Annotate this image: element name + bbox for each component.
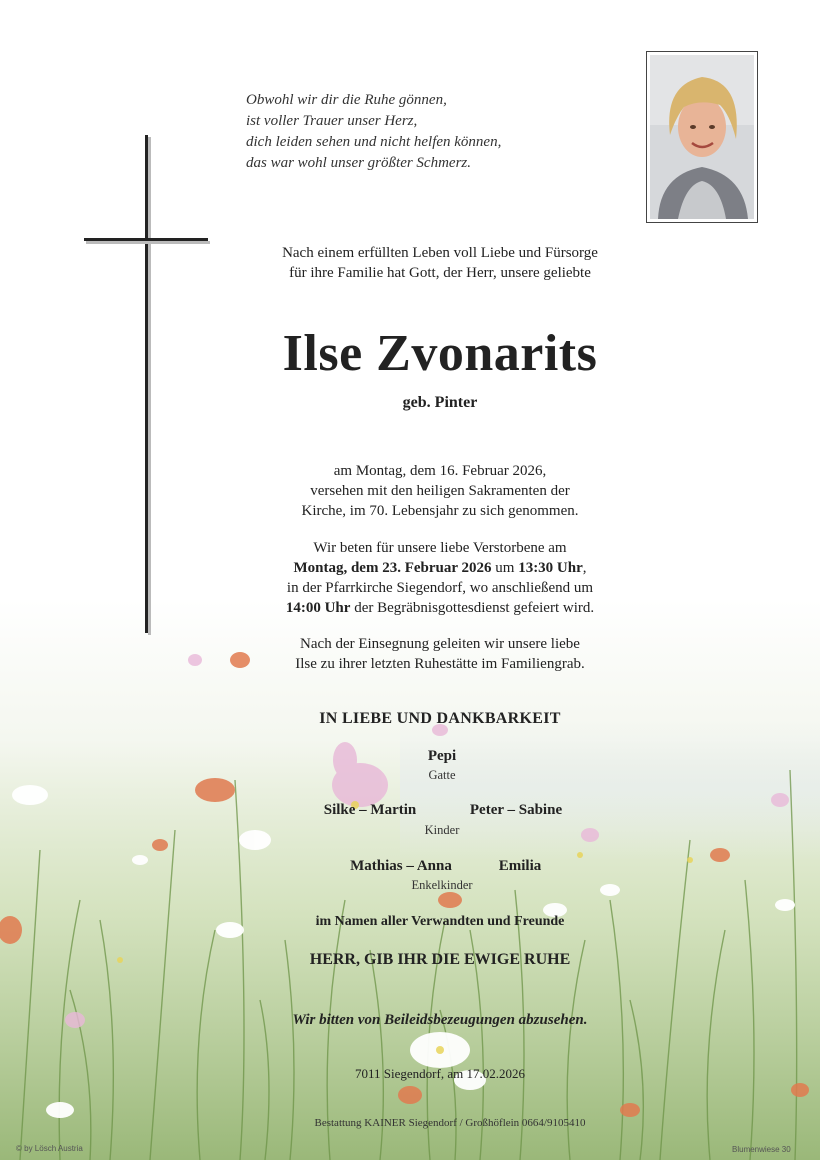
- mourners-heading: IN LIEBE UND DANKBARKEIT: [319, 710, 561, 727]
- portrait-image: [650, 55, 754, 219]
- closing-prayer: HERR, GIB IHR DIE EWIGE RUHE: [309, 951, 571, 968]
- burial-line: Ilse zu ihrer letzten Ruhestätte im Familiengrab.: [295, 656, 585, 672]
- burial-info: [230, 634, 650, 674]
- template-name: Blumenwiese 30: [732, 1145, 791, 1154]
- funeral-line: [230, 558, 650, 578]
- copyright-note: © by Lösch Austria: [16, 1144, 83, 1153]
- portrait-photo: [646, 51, 758, 223]
- death-notice-line: am Montag, dem 16. Februar 2026,: [333, 463, 547, 479]
- poem-line: das war wohl unser größter Schmerz.: [246, 155, 472, 171]
- death-notice: [230, 461, 650, 521]
- mass-time: 14:00 Uhr: [285, 600, 351, 616]
- relatives-line: im Namen aller Verwandten und Freunde: [315, 914, 565, 929]
- mourner-child-1: Silke – Martin: [323, 802, 417, 818]
- funeral-line: [230, 598, 650, 618]
- poem: [246, 90, 501, 174]
- funeral-line: in der Pfarrkirche Siegendorf, wo anschließend um: [286, 580, 594, 596]
- relation-husband: Gatte: [428, 768, 456, 782]
- funeral-um: um: [491, 560, 519, 576]
- birth-name: geb. Pinter: [402, 394, 478, 411]
- mourner-grandchild-2: Emilia: [498, 858, 542, 874]
- poem-line: dich leiden sehen und nicht helfen können,: [246, 134, 502, 150]
- funeral-line: Wir beten für unsere liebe Verstorbene am: [313, 540, 567, 556]
- place-date: 7011 Siegendorf, am 17.02.2026: [355, 1066, 525, 1081]
- mourner-grandchild-1: Mathias – Anna: [350, 858, 452, 874]
- cross-icon-vertical: [145, 135, 148, 633]
- mourner-husband: Pepi: [427, 748, 457, 764]
- poem-line: ist voller Trauer unser Herz,: [246, 113, 418, 129]
- burial-line: Nach der Einsegnung geleiten wir unsere liebe: [300, 636, 580, 652]
- intro-line: für ihre Familie hat Gott, der Herr, unsere geliebte: [289, 265, 591, 281]
- undertaker-info: Bestattung KAINER Siegendorf / Großhöflein 0664/9105410: [314, 1117, 586, 1129]
- poem-line: Obwohl wir dir die Ruhe gönnen,: [246, 92, 447, 108]
- funeral-date: Montag, dem 23. Februar 2026: [293, 560, 492, 576]
- relation-grandchildren: Enkelkinder: [411, 878, 473, 892]
- death-notice-line: versehen mit den heiligen Sakramenten der: [310, 483, 570, 499]
- funeral-time: 13:30 Uhr: [518, 560, 583, 576]
- relation-children: Kinder: [424, 823, 460, 837]
- condolence-request: Wir bitten von Beileidsbezeugungen abzusehen.: [292, 1012, 588, 1028]
- intro-text: [230, 243, 650, 283]
- mass-text: der Begräbnisgottesdienst gefeiert wird.: [350, 600, 595, 616]
- cross-icon-horizontal: [84, 238, 208, 241]
- death-notice-line: Kirche, im 70. Lebensjahr zu sich genommen.: [301, 503, 579, 519]
- intro-line: Nach einem erfüllten Leben voll Liebe und Fürsorge: [282, 245, 598, 261]
- deceased-name: Ilse Zvonarits: [282, 325, 598, 382]
- funeral-info: [230, 538, 650, 618]
- funeral-comma: ,: [582, 560, 587, 576]
- mourner-child-2: Peter – Sabine: [469, 802, 563, 818]
